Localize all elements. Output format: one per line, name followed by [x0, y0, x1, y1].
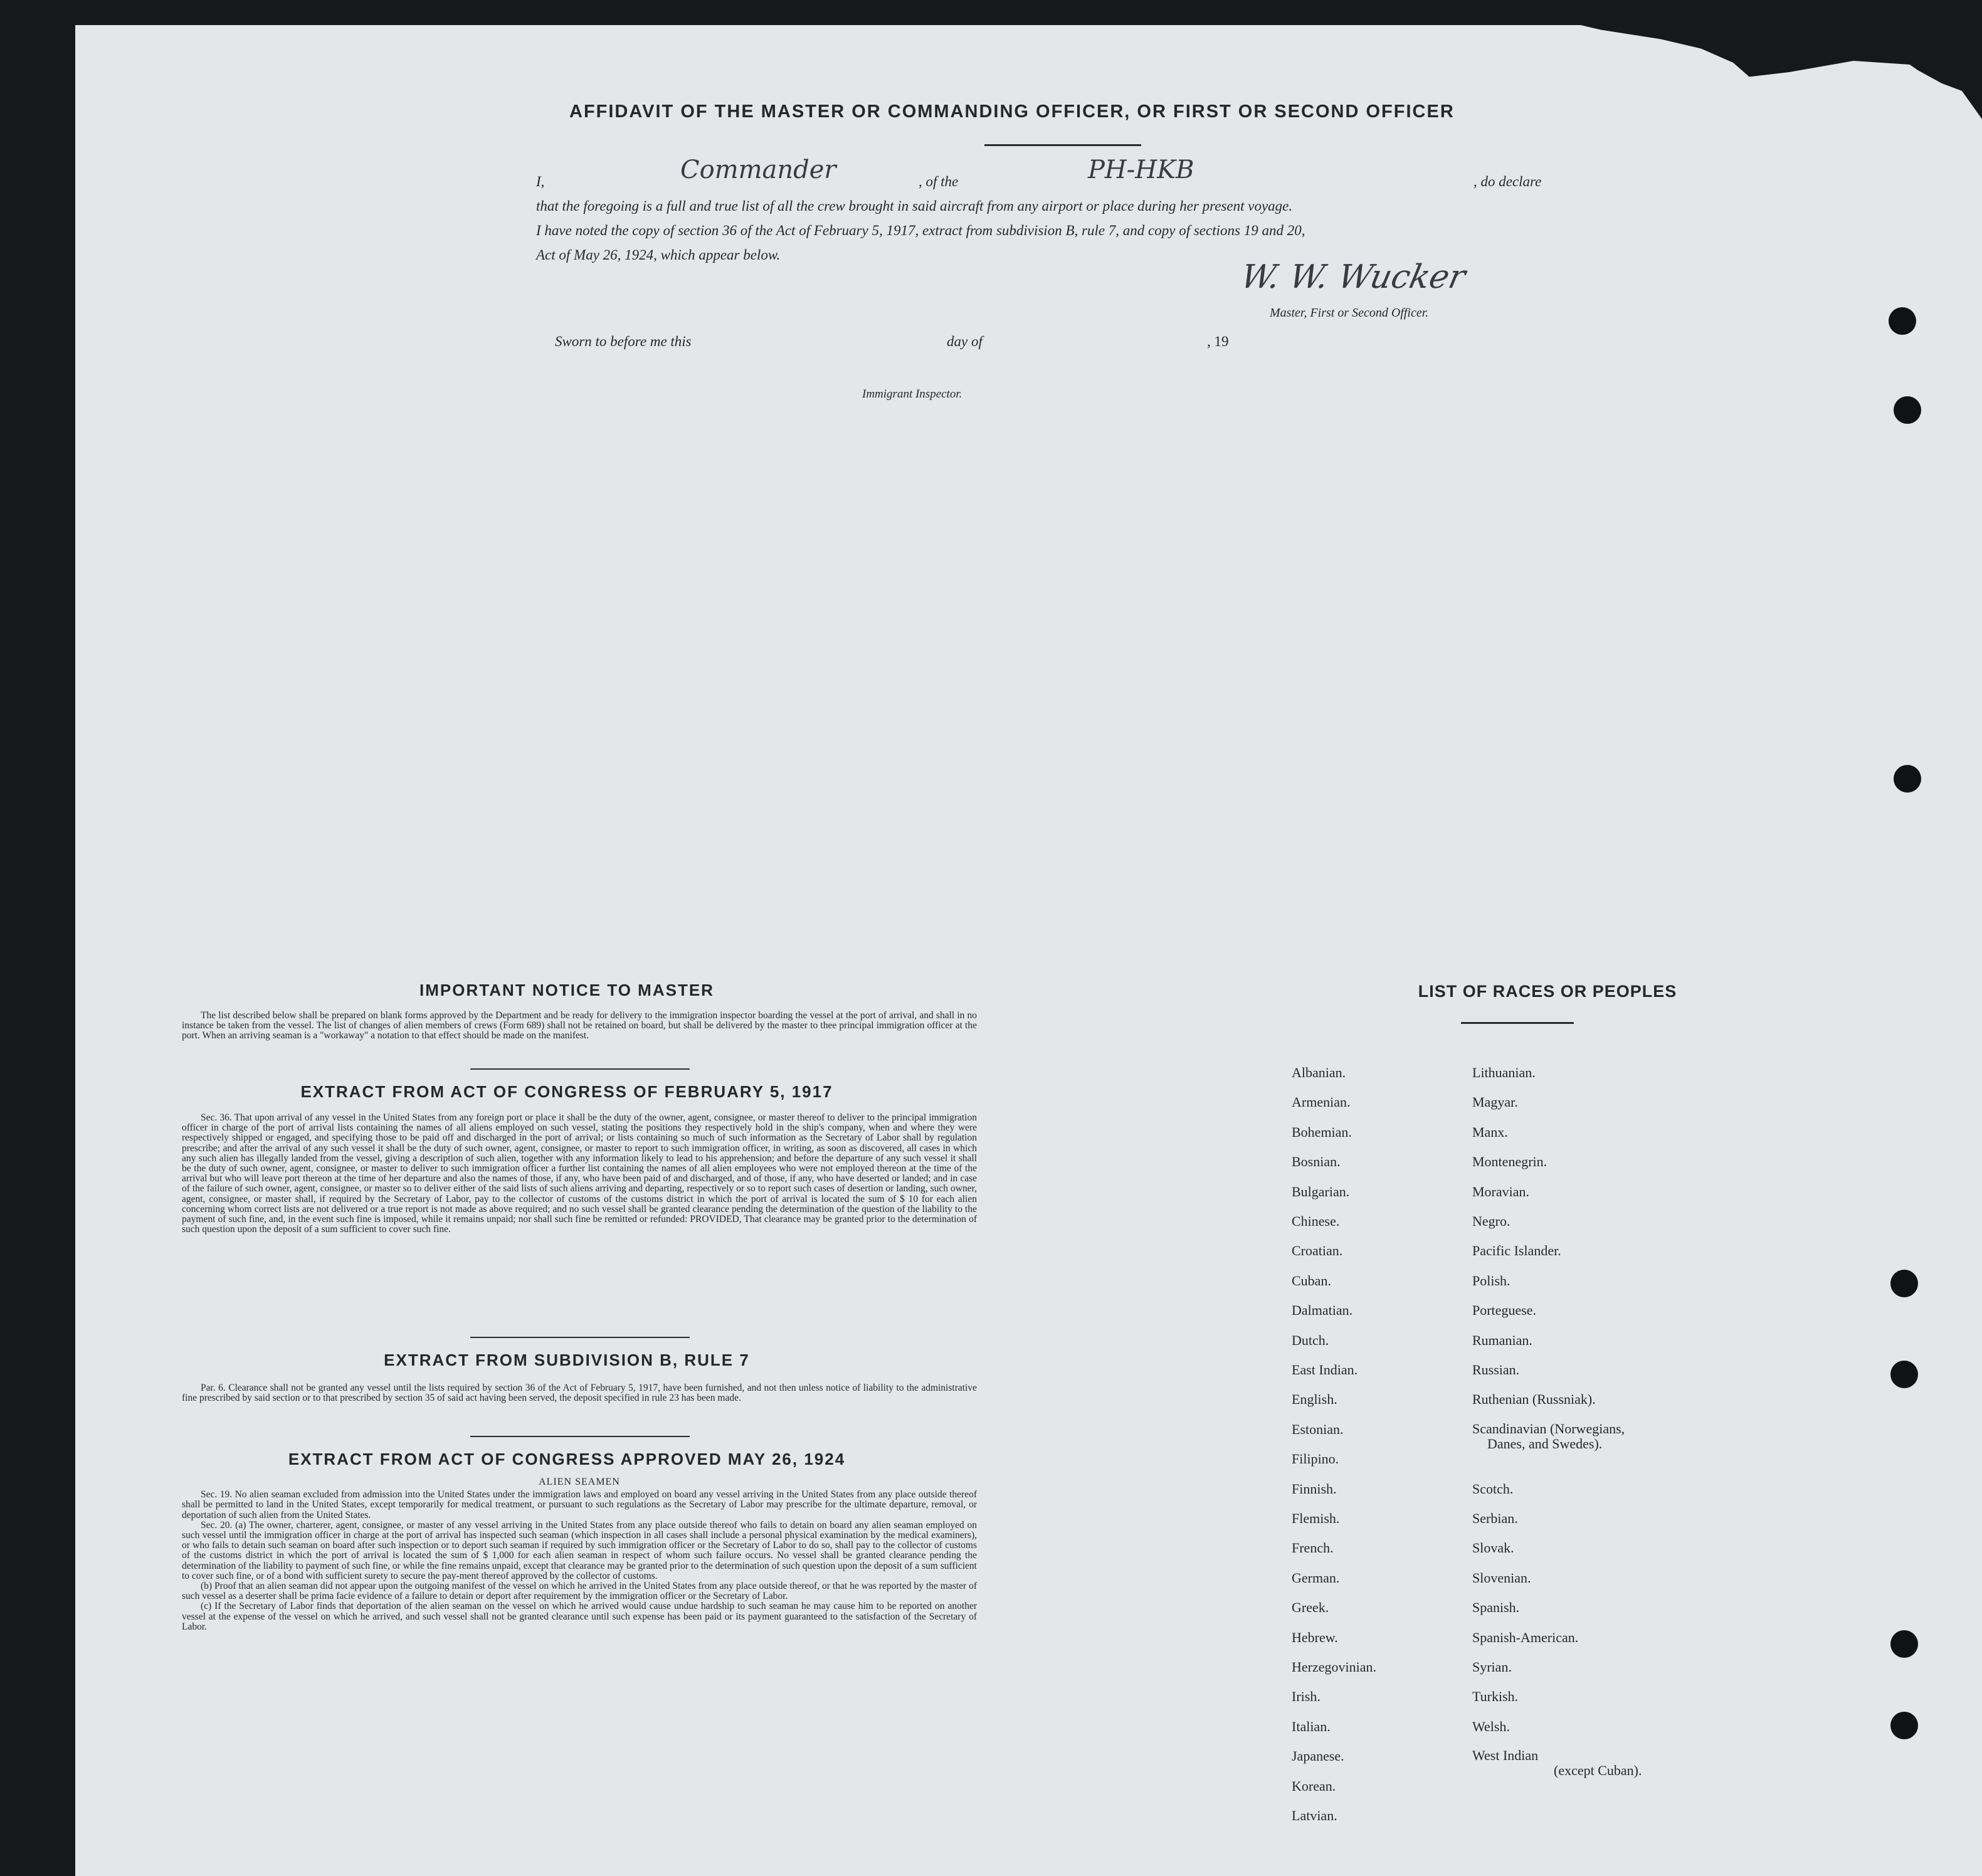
- race-item: Korean.: [1292, 1778, 1336, 1794]
- divider: [470, 1068, 690, 1070]
- document-page: [75, 25, 1982, 1876]
- race-item: [1472, 1481, 1513, 1497]
- extract-rule7-heading: EXTRACT FROM SUBDIVISION B, RULE 7: [384, 1351, 750, 1369]
- race-item-label: Porteguese.: [1472, 1302, 1537, 1319]
- race-item: Armenian.: [1292, 1094, 1351, 1110]
- race-item: Dalmatian.: [1292, 1302, 1353, 1319]
- race-item: [1472, 1184, 1529, 1200]
- race-item-label: Lithuanian.: [1472, 1065, 1536, 1080]
- race-item-label: Welsh.: [1472, 1718, 1510, 1734]
- handwritten-rank: Commander: [680, 155, 836, 184]
- race-item: East Indian.: [1292, 1362, 1358, 1378]
- race-item: Albanian.: [1292, 1065, 1346, 1080]
- race-item: [1472, 1719, 1510, 1735]
- race-item: [1472, 1570, 1531, 1586]
- race-item-label: Manx.: [1472, 1124, 1508, 1140]
- punch-hole: [1894, 396, 1921, 424]
- year-prefix: , 19: [1207, 334, 1229, 349]
- race-item: [1472, 1659, 1512, 1675]
- race-item: [1472, 1243, 1561, 1259]
- divider: [984, 144, 1141, 146]
- race-item-label: Montenegrin.: [1472, 1154, 1547, 1170]
- race-item: [1472, 1689, 1518, 1705]
- race-item-label: Slovenian.: [1472, 1569, 1531, 1586]
- important-notice-paragraph: The list described below shall be prepared on blank forms approved by the Department and be ready for delivery to the immigration inspector boarding the vessel at the port of arrival, and shall in no instance be taken from the vessel. The list of changes of alien members of crews (Form 689) shall not be retained on board, but shall be delivered by the master to thee principal immigration officer at the port. When an arriving seaman is a "workaway" a notation to that effect should be made on the manifest.: [182, 1010, 977, 1041]
- race-item: [1472, 1362, 1519, 1378]
- extract-1924-text: [182, 1475, 977, 1632]
- race-item: [1472, 1391, 1596, 1408]
- affidavit-declare: , do declare: [1473, 174, 1542, 189]
- handwritten-aircraft: PH-HKB: [1088, 155, 1194, 184]
- race-item: Hebrew.: [1292, 1629, 1338, 1645]
- race-item-label: Rumanian.: [1472, 1332, 1532, 1348]
- race-item-note: (except Cuban).: [1554, 1763, 1642, 1779]
- race-item: Japanese.: [1292, 1748, 1344, 1764]
- affidavit-of-the: , of the: [919, 174, 959, 189]
- affidavit-i: I,: [536, 174, 545, 189]
- races-heading: LIST OF RACES OR PEOPLES: [1418, 982, 1677, 1001]
- race-item-label: Negro.: [1472, 1213, 1510, 1229]
- race-item-label: Polish.: [1472, 1272, 1510, 1288]
- extract-1924-heading: EXTRACT FROM ACT OF CONGRESS APPROVED MAY 26, 1924: [288, 1450, 846, 1468]
- sec-20c-paragraph: (c) If the Secretary of Labor finds that deportation of the alien seaman on the vessel on which he arrived would cause undue hardship to such seaman he may cause him to be reported on another vessel at the expense of the vessel on which he arrived, and such vessel shall not be granted clearance until such expense has been paid or its payment guaranteed to the satisfaction of the Secretary of Labor.: [182, 1601, 977, 1632]
- race-item: Flemish.: [1292, 1510, 1340, 1526]
- race-item: Chinese.: [1292, 1213, 1340, 1229]
- race-item: [1472, 1302, 1536, 1319]
- punch-hole: [1890, 1712, 1918, 1739]
- race-item: German.: [1292, 1569, 1340, 1586]
- race-item-label: West Indian: [1472, 1747, 1539, 1764]
- race-item-label: Ruthenian (Russniak).: [1472, 1391, 1596, 1408]
- punch-hole: [1890, 1630, 1918, 1658]
- race-item: Bosnian.: [1292, 1154, 1341, 1170]
- extract-1917-paragraph: Sec. 36. That upon arrival of any vessel in the United States from any foreign port or place it shall be the duty of the owner, agent, consignee, or master thereof to deliver to the principal immigration officer in charge of the port of arrival lists containing the names of all aliens employed on such vessel, stating the positions they respectively hold in the ship's company, when and where they were respectively shipped or engaged, and specifying those to be paid off and discharged in the port of arrival; or lists containing so much of such information as the Secretary of Labor shall by regulation prescribe; and after the arrival of any such vessel it shall be the duty of such owner, agent, consignee, or master to report to such immigration officer, in writing, as soon as discovered, all cases in which any such alien has illegally landed from the vessel, giving a description of such alien, together with any information likely to lead to his apprehension; and before the departure of any such vessel it shall be the duty of such owner, agent, consignee, or master to deliver to such immigration officer a further list containing the names of all alien employees who were not employed thereon at the time of the arrival but who will leave port thereon at the time of her departure and also the names of those, if any, who have been paid of and discharged, and of those, if any, who have deserted or landed; and in case of the failure of such owner, agent, consignee, or master so to deliver either of the said lists of such aliens arriving and departing, respectively or so to report such cases of desertion or landing, such owner, agent, consignee, or master shall, if required by the Secretary of Labor, pay to the collector of customs of the customs district in which the port of arrival is located the sum of $ 10 for each alien concerning whom correct lists are not delivered or a true report is not made as above required; and no such vessel shall be granted clearance pending the determination of the question of the liability to the payment of such fine, and, in the event such fine is imposed, while it remains unpaid; nor shall such fine be remitted or refunded: PROVIDED, That clearance may be granted prior to the determination of such question upon the deposit of a sum sufficient to cover such fine.: [182, 1112, 977, 1235]
- punch-hole: [1894, 765, 1921, 793]
- sec-19-paragraph: Sec. 19. No alien seaman excluded from admission into the United States under the immigration laws and employed on board any vessel arriving in the United States from any place outside thereof shall be permitted to land in the United States, except temporarily for medical treatment, or pursuant to such regulations as the Secretary of Labor may prescribe for the ultimate departure, removal, or deportation of such alien from the United States.: [182, 1489, 977, 1520]
- race-item: Bohemian.: [1292, 1124, 1352, 1140]
- race-item: [1472, 1540, 1514, 1556]
- race-item: Estonian.: [1292, 1421, 1344, 1437]
- race-item: [1472, 1154, 1547, 1170]
- race-item: [1472, 1510, 1518, 1527]
- divider: [470, 1436, 690, 1437]
- races-column-left: [1292, 25, 1448, 1876]
- extract-rule7-text: [182, 1383, 977, 1403]
- race-item: Herzegovinian.: [1292, 1659, 1376, 1675]
- race-item: Croatian.: [1292, 1243, 1343, 1259]
- day-of-label: day of: [947, 334, 983, 349]
- race-item: [1472, 1094, 1518, 1110]
- race-item: [1472, 1332, 1532, 1349]
- race-item: Latvian.: [1292, 1808, 1337, 1823]
- race-item-label: Turkish.: [1472, 1689, 1519, 1705]
- sec-20a-paragraph: Sec. 20. (a) The owner, charterer, agent, consignee, or master of any vessel arriving in the United States from any place outside thereof who fails to detain on board any alien seaman employed on such vessel until the immigration officer in charge at the port of arrival has inspected such seaman (which inspection in all cases shall include a personal physical examination by the medical examiners), or who fails to detain such seaman on board after such inspection or to deport such seaman if required by such immigration officer or the Secretary of Labor to do so, shall pay to the collector of customs of the customs district in which the port of arrival is located the sum of $ 1,000 for each alien seaman in respect of whom such failure occurs. No vessel shall be granted clearance pending the determination of the liability to payment of such fine, or while the fine remains unpaid, except that clearance may be granted prior to the determination of such question upon the deposit of a sum sufficient to cover such fine, or of a bond with sufficient surety to secure the pay-ment thereof approved by the collector of customs.: [182, 1519, 977, 1581]
- race-item: Greek.: [1292, 1599, 1329, 1616]
- immigrant-inspector-label: Immigrant Inspector.: [862, 387, 962, 401]
- race-item-label: Pacific Islander.: [1472, 1243, 1561, 1259]
- races-column-right: [1472, 25, 1848, 1876]
- sec-20b-paragraph: (b) Proof that an alien seaman did not appear upon the outgoing manifest of the vessel on which he arrived in the United States from any place outside thereof, or that he was reported by the master of such vessel as a deserter shall be prima facie evidence of a failure to detain or deport after requirement by the immigration officer or the Secretary of Labor.: [182, 1581, 977, 1602]
- race-item: French.: [1292, 1540, 1334, 1556]
- master-signature: W. W. Wucker: [1237, 258, 1469, 296]
- race-item-label: Spanish.: [1472, 1599, 1520, 1616]
- race-item: [1472, 1213, 1510, 1230]
- race-item: Dutch.: [1292, 1332, 1329, 1348]
- race-item: [1472, 1421, 1625, 1452]
- race-item-label: Magyar.: [1472, 1094, 1518, 1110]
- affidavit-line-4: Act of May 26, 1924, which appear below.: [536, 247, 781, 263]
- race-item-label: Syrian.: [1472, 1659, 1512, 1675]
- race-item: [1472, 1599, 1519, 1616]
- race-item-note: Danes, and Swedes).: [1487, 1435, 1603, 1452]
- race-item: Irish.: [1292, 1689, 1320, 1705]
- race-item-label: Moravian.: [1472, 1183, 1530, 1199]
- extract-1917-text: [182, 1113, 977, 1235]
- alien-seamen-subheading: ALIEN SEAMEN: [539, 1477, 620, 1487]
- affidavit-line-2: that the foregoing is a full and true list of all the crew brought in said aircraft from any airport or place during her present voyage.: [536, 198, 1293, 214]
- race-item: Filipino.: [1292, 1451, 1339, 1467]
- race-item: Cuban.: [1292, 1272, 1331, 1288]
- divider: [470, 1337, 690, 1338]
- punch-hole: [1889, 307, 1916, 335]
- race-item-label: Serbian.: [1472, 1510, 1518, 1526]
- race-item: Finnish.: [1292, 1480, 1337, 1497]
- race-item: [1472, 1273, 1510, 1289]
- race-item-label: Scandinavian (Norwegians,: [1472, 1420, 1625, 1436]
- race-item-label: Slovak.: [1472, 1540, 1514, 1556]
- race-item-label: Russian.: [1472, 1362, 1520, 1378]
- extract-1917-heading: EXTRACT FROM ACT OF CONGRESS OF FEBRUARY 5, 1917: [300, 1082, 833, 1101]
- race-item: English.: [1292, 1391, 1337, 1408]
- race-item: [1472, 1748, 1642, 1778]
- race-item-label: Spanish-American.: [1472, 1629, 1579, 1645]
- race-item: [1472, 1124, 1508, 1141]
- master-signature-caption: Master, First or Second Officer.: [1270, 306, 1429, 320]
- affidavit-title: AFFIDAVIT OF THE MASTER OR COMMANDING OFFICER, OR FIRST OR SECOND OFFICER: [569, 102, 1455, 122]
- sworn-label: Sworn to before me this: [555, 334, 692, 349]
- race-item: Italian.: [1292, 1718, 1331, 1734]
- race-item: [1472, 1065, 1536, 1081]
- important-notice-text: [182, 1011, 977, 1041]
- extract-rule7-paragraph: Par. 6. Clearance shall not be granted any vessel until the lists required by section 36 of the Act of February 5, 1917, have been furnished, and not then unless notice of liability to the administrative fine prescribed by said section or to that prescribed by section 35 of said act having been served, the deposit specified in rule 23 has been made.: [182, 1383, 977, 1404]
- affidavit-line-3: I have noted the copy of section 36 of the Act of February 5, 1917, extract from subdivision B, rule 7, and copy of sections 19 and 20,: [536, 223, 1305, 238]
- race-item: [1472, 1630, 1578, 1646]
- punch-hole: [1890, 1270, 1918, 1297]
- race-item: Bulgarian.: [1292, 1183, 1350, 1199]
- important-notice-heading: IMPORTANT NOTICE TO MASTER: [419, 981, 714, 999]
- race-item-label: Scotch.: [1472, 1480, 1514, 1497]
- punch-hole: [1890, 1361, 1918, 1388]
